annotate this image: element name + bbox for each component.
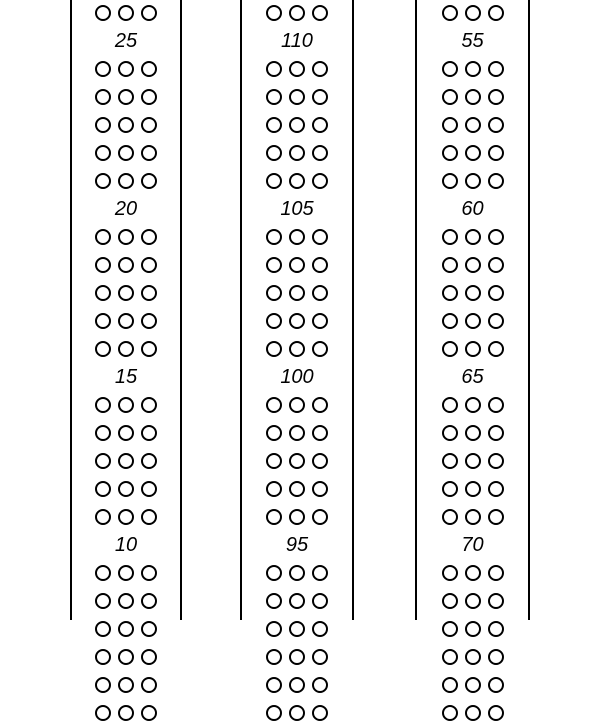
circle-icon: [141, 565, 157, 581]
row-number-label: 110: [281, 30, 313, 52]
circle-row: [72, 451, 180, 471]
circle-icon: [266, 649, 282, 665]
circle-icon: [465, 341, 481, 357]
circle-icon: [141, 481, 157, 497]
circle-icon: [95, 173, 111, 189]
circle-icon: [465, 593, 481, 609]
circle-icon: [442, 565, 458, 581]
circle-icon: [95, 677, 111, 693]
circle-icon: [312, 5, 328, 21]
circle-icon: [465, 453, 481, 469]
circle-icon: [488, 313, 504, 329]
circle-row: [242, 591, 352, 611]
circle-icon: [95, 425, 111, 441]
circle-row: [72, 115, 180, 135]
circle-row: [242, 87, 352, 107]
circle-icon: [95, 313, 111, 329]
circle-icon: [95, 397, 111, 413]
circle-row: [417, 143, 528, 163]
circle-icon: [312, 89, 328, 105]
circle-row: [72, 479, 180, 499]
circle-row: [242, 3, 352, 23]
circle-row: [72, 423, 180, 443]
circle-icon: [141, 397, 157, 413]
circle-icon: [442, 285, 458, 301]
circle-row: [242, 255, 352, 275]
circle-icon: [312, 117, 328, 133]
row-number-label: 55: [461, 30, 484, 52]
circle-icon: [118, 89, 134, 105]
number-strip-right: [415, 0, 530, 620]
circle-icon: [312, 481, 328, 497]
circle-row: [417, 227, 528, 247]
circle-icon: [266, 341, 282, 357]
circle-icon: [141, 257, 157, 273]
circle-icon: [442, 5, 458, 21]
circle-icon: [442, 313, 458, 329]
circle-icon: [266, 5, 282, 21]
circle-icon: [289, 145, 305, 161]
circle-icon: [442, 509, 458, 525]
circle-row: [242, 703, 352, 723]
circle-row: [242, 227, 352, 247]
circle-icon: [141, 145, 157, 161]
circle-icon: [141, 89, 157, 105]
circle-row: [242, 283, 352, 303]
circle-row: [417, 675, 528, 695]
circle-icon: [289, 313, 305, 329]
circle-row: [242, 59, 352, 79]
circle-icon: [289, 705, 305, 721]
circle-icon: [442, 593, 458, 609]
circle-icon: [442, 61, 458, 77]
circle-row: [72, 311, 180, 331]
circle-icon: [266, 313, 282, 329]
circle-icon: [141, 61, 157, 77]
circle-icon: [289, 341, 305, 357]
circle-icon: [488, 621, 504, 637]
circle-icon: [312, 173, 328, 189]
row-number-label: 70: [461, 534, 484, 556]
circle-icon: [289, 621, 305, 637]
circle-icon: [289, 453, 305, 469]
circle-icon: [312, 705, 328, 721]
circle-icon: [95, 509, 111, 525]
circle-row: [72, 507, 180, 527]
circle-icon: [95, 285, 111, 301]
circle-icon: [312, 341, 328, 357]
circle-icon: [289, 61, 305, 77]
circle-icon: [312, 453, 328, 469]
circle-icon: [118, 593, 134, 609]
circle-icon: [488, 145, 504, 161]
circle-icon: [289, 481, 305, 497]
circle-icon: [289, 425, 305, 441]
circle-row: [417, 255, 528, 275]
circle-icon: [289, 257, 305, 273]
circle-icon: [289, 89, 305, 105]
circle-icon: [118, 453, 134, 469]
circle-row: [72, 647, 180, 667]
row-number-label: 105: [280, 198, 314, 220]
circle-icon: [442, 145, 458, 161]
circle-icon: [465, 285, 481, 301]
circle-icon: [312, 425, 328, 441]
circle-icon: [141, 509, 157, 525]
circle-icon: [442, 229, 458, 245]
circle-row: [242, 675, 352, 695]
row-number-label: 25: [114, 30, 138, 52]
circle-row: [417, 647, 528, 667]
circle-icon: [488, 285, 504, 301]
circle-icon: [312, 229, 328, 245]
circle-icon: [312, 565, 328, 581]
circle-icon: [95, 145, 111, 161]
circle-row: [242, 507, 352, 527]
circle-icon: [118, 649, 134, 665]
circle-icon: [465, 481, 481, 497]
circle-icon: [488, 257, 504, 273]
circle-row: [417, 451, 528, 471]
circle-row: [417, 59, 528, 79]
circle-icon: [118, 621, 134, 637]
circle-icon: [95, 621, 111, 637]
circle-icon: [289, 593, 305, 609]
circle-icon: [118, 425, 134, 441]
circle-icon: [442, 705, 458, 721]
circle-row: [417, 115, 528, 135]
circle-icon: [312, 649, 328, 665]
circle-icon: [289, 173, 305, 189]
circle-icon: [465, 313, 481, 329]
circle-icon: [141, 173, 157, 189]
circle-icon: [266, 509, 282, 525]
circle-icon: [266, 117, 282, 133]
circle-icon: [95, 257, 111, 273]
circle-row: [72, 675, 180, 695]
circle-icon: [141, 453, 157, 469]
circle-icon: [488, 425, 504, 441]
circle-icon: [118, 173, 134, 189]
circle-icon: [488, 341, 504, 357]
circle-icon: [465, 677, 481, 693]
circle-icon: [465, 565, 481, 581]
circle-icon: [488, 5, 504, 21]
circle-row: [417, 591, 528, 611]
circle-icon: [488, 173, 504, 189]
circle-icon: [141, 285, 157, 301]
row-number-label: 100: [280, 366, 314, 388]
circle-icon: [266, 145, 282, 161]
row-number-label: 95: [285, 534, 309, 556]
circle-icon: [266, 285, 282, 301]
circle-icon: [488, 481, 504, 497]
circle-row: [72, 283, 180, 303]
circle-icon: [465, 397, 481, 413]
circle-icon: [465, 425, 481, 441]
circle-icon: [266, 257, 282, 273]
circle-icon: [266, 705, 282, 721]
circle-icon: [289, 229, 305, 245]
circle-icon: [465, 89, 481, 105]
circle-row: [417, 395, 528, 415]
circle-icon: [95, 705, 111, 721]
circle-icon: [312, 61, 328, 77]
circle-icon: [141, 425, 157, 441]
circle-icon: [266, 173, 282, 189]
circle-row: [72, 255, 180, 275]
circle-row: [72, 3, 180, 23]
circle-row: [417, 3, 528, 23]
circle-icon: [95, 89, 111, 105]
circle-row: [72, 395, 180, 415]
circle-icon: [442, 425, 458, 441]
circle-icon: [95, 117, 111, 133]
circle-icon: [312, 285, 328, 301]
circle-icon: [118, 677, 134, 693]
circle-icon: [488, 61, 504, 77]
circle-icon: [442, 453, 458, 469]
circle-icon: [465, 509, 481, 525]
circle-icon: [465, 173, 481, 189]
circle-icon: [488, 229, 504, 245]
circle-icon: [312, 677, 328, 693]
circle-row: [242, 647, 352, 667]
circle-icon: [95, 341, 111, 357]
circle-icon: [312, 621, 328, 637]
circle-icon: [442, 397, 458, 413]
circle-icon: [488, 565, 504, 581]
circle-icon: [289, 649, 305, 665]
circle-icon: [488, 89, 504, 105]
circle-row: [242, 171, 352, 191]
circle-row: [417, 87, 528, 107]
circle-icon: [95, 481, 111, 497]
circle-icon: [465, 649, 481, 665]
circle-icon: [312, 257, 328, 273]
circle-icon: [141, 117, 157, 133]
row-number-label: 10: [114, 534, 138, 556]
circle-row: [417, 339, 528, 359]
circle-icon: [465, 705, 481, 721]
circle-icon: [118, 509, 134, 525]
circle-icon: [118, 481, 134, 497]
circle-icon: [118, 341, 134, 357]
circle-icon: [465, 117, 481, 133]
circle-icon: [488, 649, 504, 665]
circle-row: [242, 311, 352, 331]
circle-icon: [141, 5, 157, 21]
circle-row: [72, 703, 180, 723]
circle-row: [242, 563, 352, 583]
circle-icon: [95, 649, 111, 665]
circle-row: [242, 423, 352, 443]
circle-icon: [488, 509, 504, 525]
circle-icon: [266, 453, 282, 469]
circle-icon: [141, 341, 157, 357]
circle-icon: [465, 257, 481, 273]
circle-icon: [488, 677, 504, 693]
circle-row: [72, 171, 180, 191]
circle-icon: [118, 705, 134, 721]
circle-icon: [442, 481, 458, 497]
circle-row: [72, 563, 180, 583]
circle-icon: [442, 649, 458, 665]
circle-icon: [141, 677, 157, 693]
circle-icon: [118, 257, 134, 273]
circle-icon: [488, 397, 504, 413]
circle-icon: [289, 397, 305, 413]
circle-icon: [465, 5, 481, 21]
circle-icon: [141, 621, 157, 637]
circle-icon: [442, 677, 458, 693]
circle-icon: [312, 593, 328, 609]
circle-row: [417, 283, 528, 303]
circle-icon: [442, 89, 458, 105]
circle-icon: [442, 341, 458, 357]
circle-icon: [266, 565, 282, 581]
circle-row: [417, 171, 528, 191]
circle-icon: [488, 705, 504, 721]
circle-row: [242, 479, 352, 499]
circle-icon: [118, 397, 134, 413]
circle-icon: [141, 229, 157, 245]
circle-icon: [465, 145, 481, 161]
circle-icon: [442, 173, 458, 189]
circle-icon: [266, 677, 282, 693]
circle-icon: [312, 397, 328, 413]
circle-icon: [95, 593, 111, 609]
circle-icon: [118, 565, 134, 581]
circle-icon: [442, 117, 458, 133]
row-number-label: 60: [461, 198, 484, 220]
circle-row: [242, 619, 352, 639]
circle-row: [242, 115, 352, 135]
circle-icon: [266, 61, 282, 77]
circle-icon: [118, 61, 134, 77]
circle-icon: [118, 229, 134, 245]
circle-row: [417, 619, 528, 639]
circle-icon: [95, 61, 111, 77]
circle-row: [242, 143, 352, 163]
circle-row: [72, 87, 180, 107]
circle-icon: [141, 313, 157, 329]
circle-icon: [289, 565, 305, 581]
circle-icon: [95, 565, 111, 581]
circle-icon: [266, 397, 282, 413]
circle-icon: [289, 5, 305, 21]
circle-icon: [141, 705, 157, 721]
circle-icon: [95, 5, 111, 21]
circle-icon: [118, 313, 134, 329]
circle-row: [417, 479, 528, 499]
circle-icon: [141, 593, 157, 609]
circle-icon: [442, 257, 458, 273]
circle-icon: [488, 453, 504, 469]
circle-row: [417, 423, 528, 443]
row-number-label: 20: [114, 198, 138, 220]
circle-icon: [488, 117, 504, 133]
circle-icon: [266, 621, 282, 637]
circle-row: [72, 591, 180, 611]
circle-icon: [488, 593, 504, 609]
circle-icon: [266, 425, 282, 441]
circle-icon: [118, 285, 134, 301]
circle-icon: [95, 229, 111, 245]
circle-row: [72, 143, 180, 163]
circle-icon: [289, 285, 305, 301]
circle-icon: [141, 649, 157, 665]
circle-icon: [312, 509, 328, 525]
circle-icon: [442, 621, 458, 637]
circle-row: [417, 507, 528, 527]
circle-icon: [289, 677, 305, 693]
circle-row: [72, 339, 180, 359]
circle-icon: [118, 145, 134, 161]
circle-row: [242, 451, 352, 471]
circle-icon: [465, 621, 481, 637]
circle-icon: [266, 89, 282, 105]
circle-icon: [312, 313, 328, 329]
circle-row: [72, 619, 180, 639]
circle-row: [417, 311, 528, 331]
circle-row: [72, 59, 180, 79]
circle-row: [417, 563, 528, 583]
circle-row: [242, 339, 352, 359]
circle-icon: [266, 593, 282, 609]
circle-icon: [118, 117, 134, 133]
circle-row: [242, 395, 352, 415]
circle-row: [417, 703, 528, 723]
circle-icon: [95, 453, 111, 469]
circle-icon: [465, 61, 481, 77]
row-number-label: 15: [114, 366, 138, 388]
circle-icon: [266, 481, 282, 497]
circle-icon: [312, 145, 328, 161]
number-strip-left: [70, 0, 182, 620]
circle-icon: [289, 117, 305, 133]
circle-row: [72, 227, 180, 247]
circle-icon: [266, 229, 282, 245]
circle-icon: [118, 5, 134, 21]
row-number-label: 65: [461, 366, 484, 388]
circle-icon: [289, 509, 305, 525]
circle-icon: [465, 229, 481, 245]
number-strip-middle: [240, 0, 354, 620]
